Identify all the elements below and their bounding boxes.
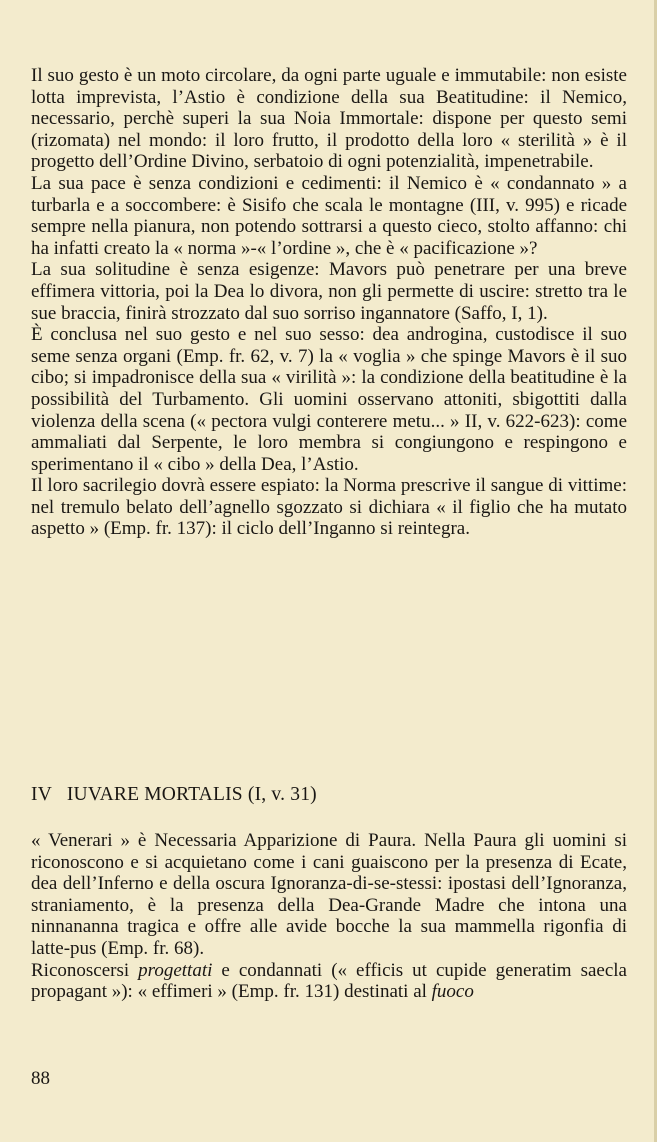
paragraph: « Venerari » è Necessaria Apparizione di Paura. Nella Paura gli uomini si riconoscono e si acquietano come i cani guaiscono per la presenza di Ecate, dea dell’Inferno e della oscura Ignoranza-di-se-stessi: ipostasi dell’Ignoranza, straniamento, è la presenza della Dea-Grande Madre che intona una ninnananna tragica e offre alle avide bocche la sua mammella rigonfia di latte-pus (Emp. fr. 68). bbox=[31, 830, 627, 959]
paragraph-text: e condannati (« efficis ut cupide generatim saecla propagant »): « effimeri » (Emp. fr. 131) destinati al bbox=[31, 959, 627, 1003]
italic-word: progettati bbox=[138, 959, 213, 981]
italic-word: fuoco bbox=[431, 981, 474, 1003]
paragraph: Il loro sacrilegio dovrà essere espiato: la Norma prescrive il sangue di vittime: nel tremulo belato dell’agnello sgozzato si dichiara « il figlio che ha mutato aspetto » (Emp. fr. 137): il ciclo dell’Inganno si reintegra. bbox=[31, 475, 627, 540]
paragraph: È conclusa nel suo gesto e nel suo sesso: dea androgina, custodisce il suo seme senza organi (Emp. fr. 62, v. 7) la « voglia » che spinge Mavors è il suo cibo; si impadronisce della sua « virilità »: la condizione della beatitudine è la possibilità del Turbamento. Gli uomini osservano attoniti, sbigottiti dalla violenza della scena (« pectora vulgi conterere metu... » II, v. 622-623): come ammaliati dal Serpente, le loro membra si congiungono e respingono e sperimentano il « cibo » della Dea, l’Astio. bbox=[31, 324, 627, 475]
section-two-text bbox=[31, 830, 627, 1003]
paragraph: La sua solitudine è senza esigenze: Mavors può penetrare per una breve effimera vittoria, poi la Dea lo divora, non gli permette di uscire: stretto tra le sue braccia, finirà strozzato dal suo sorriso ingannatore (Saffo, I, 1). bbox=[31, 259, 627, 324]
section-one-text bbox=[31, 65, 627, 540]
section-heading: IV IUVARE MORTALIS (I, v. 31) bbox=[31, 784, 317, 805]
paragraph: Il suo gesto è un moto circolare, da ogni parte uguale e immutabile: non esiste lotta imprevista, l’Astio è condizione della sua Beatitudine: il Nemico, necessario, perchè superi la sua Noia Immortale: dispone per questo semi (rizomata) nel mondo: il loro frutto, il prodotto della loro « sterilità » è il progetto dell’Ordine Divino, serbatoio di ogni potenzialità, impenetrabile. bbox=[31, 65, 627, 173]
paragraph bbox=[31, 960, 627, 1003]
paragraph: La sua pace è senza condizioni e cedimenti: il Nemico è « condannato » a turbarla e a soccombere: è Sisifo che scala le montagne (III, v. 995) e ricade sempre nella pianura, non potendo sottrarsi a questo cieco, stolto affanno: chi ha infatti creato la « norma »-« l’ordine », che è « pacificazione »? bbox=[31, 172, 627, 259]
paragraph-text: Riconoscersi bbox=[31, 959, 139, 981]
page-number: 88 bbox=[31, 1068, 50, 1089]
